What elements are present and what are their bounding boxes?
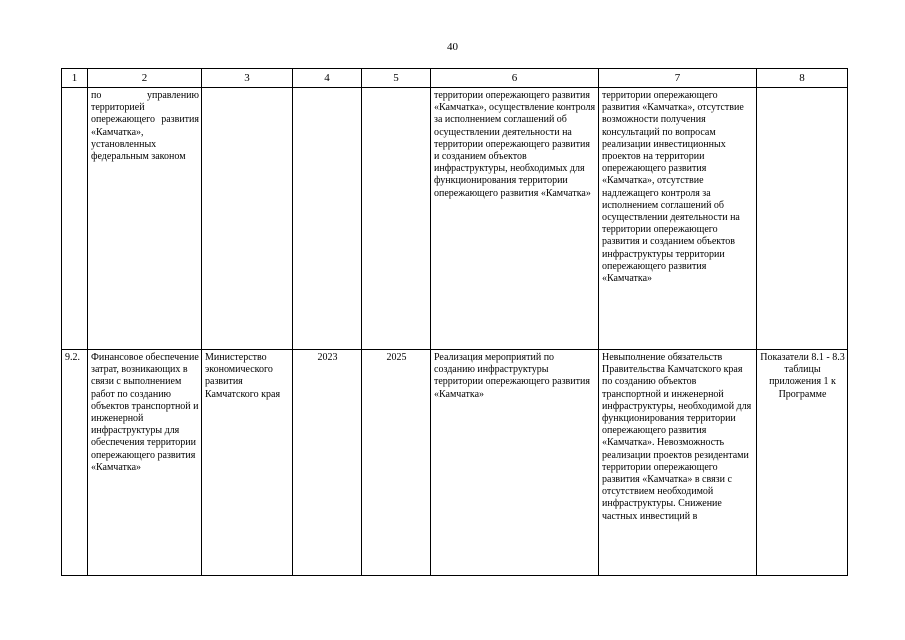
header-cell: 5 [362,69,431,88]
result-cell: Реализация мероприятий по созданию инфраструктуры территории опережающего развития «Камчатка» [431,350,599,576]
indicators-cell [757,88,848,350]
row-number-cell: 9.2. [62,350,88,576]
table-row [62,88,848,350]
measure-cell: Финансовое обеспечение затрат, возникающих в связи с выполнением работ по созданию объектов транспортной и инженерной инфраструктуры для обеспечения территории опережающего развития «Камчатка» [88,350,202,576]
consequences-cell: Невыполнение обязательств Правительства Камчатского края по созданию объектов транспортной и инженерной инфраструктуры, необходимой для функционирования территории опережающего развития «Камчатка». Невозможность реализации проектов резидентами территории опережающего развития «Камчатка» в связи с отсутствием необходимой инфраструктуры. Снижение частных инвестиций в [599,350,757,576]
page-number: 40 [447,41,458,53]
header-cell: 4 [293,69,362,88]
start-year-cell: 2023 [293,350,362,576]
header-cell: 1 [62,69,88,88]
table-header-row [62,69,848,88]
indicators-cell: Показатели 8.1 - 8.3 таблицы приложения 1 к Программе [757,350,848,576]
executor-cell: Министерство экономического развития Камчатского края [202,350,293,576]
end-year-cell: 2025 [362,350,431,576]
result-cell: территории опережающего развития «Камчатка», осуществление контроля за исполнением соглашений об осуществлении деятельности на территории опережающего развития и созданием объектов инфраструктуры, необходимых для функционирования территории опережающего развития «Камчатка» [431,88,599,350]
executor-cell [202,88,293,350]
header-cell: 3 [202,69,293,88]
start-year-cell [293,88,362,350]
end-year-cell [362,88,431,350]
header-cell: 6 [431,69,599,88]
table-row [62,350,848,576]
header-cell: 8 [757,69,848,88]
row-number-cell [62,88,88,350]
consequences-cell: территории опережающего развития «Камчатка», отсутствие возможности получения консультаций по вопросам реализации инвестиционных проектов на территории опережающего развития «Камчатка», отсутствие надлежащего контроля за исполнением соглашений об осуществлении деятельности на территории опережающего развития и созданием объектов инфраструктуры территории опережающего развития «Камчатка» [599,88,757,350]
measure-cell: по управлению территорией опережающего развития «Камчатка», установленных федеральным законом [88,88,202,350]
measures-table [61,68,848,576]
header-cell: 2 [88,69,202,88]
header-cell: 7 [599,69,757,88]
